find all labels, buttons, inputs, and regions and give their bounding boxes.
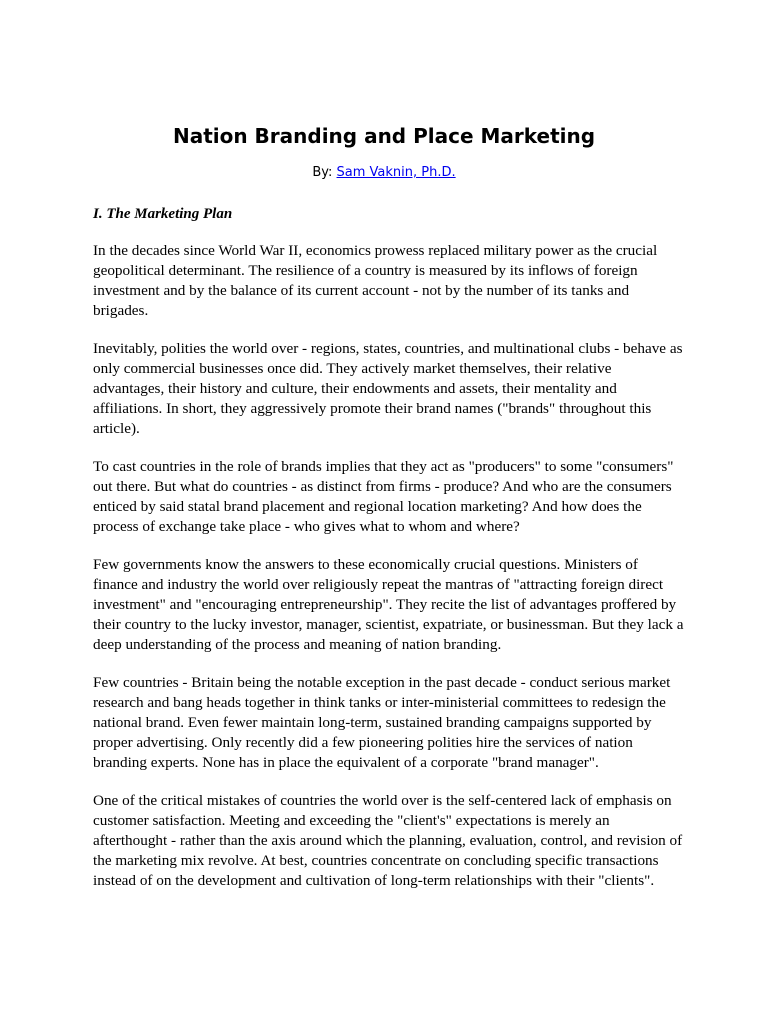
- body-text: [93, 241, 685, 909]
- paragraph: Few countries - Britain being the notable exception in the past decade - conduct serious market research and bang heads together in think tanks or inter-ministerial committees to redesign the national brand. Even fewer maintain long-term, sustained branding campaigns supported by proper advertising. Only recently did a few pioneering polities hire the services of nation branding experts. None has in place the equivalent of a corporate "brand manager".: [93, 674, 671, 771]
- byline: [0, 164, 768, 182]
- paragraph: One of the critical mistakes of countries the world over is the self-centered lack of emphasis on customer satisfaction. Meeting and exceeding the "client's" expectations is merely an afterthought - rather than the axis around which the planning, evaluation, control, and revision of the marketing mix revolve. At best, countries concentrate on concluding specific transactions instead of on the development and cultivation of long-term relationships with their "clients".: [93, 792, 683, 889]
- author-link[interactable]: Sam Vaknin, Ph.D.: [336, 165, 456, 180]
- byline-prefix: By:: [312, 165, 337, 180]
- document-title: Nation Branding and Place Marketing: [172, 124, 596, 148]
- section-heading: I. The Marketing Plan: [93, 206, 233, 222]
- paragraph: Inevitably, polities the world over - regions, states, countries, and multinational clubs - behave as only commercial businesses once did. They actively market themselves, their relative advantages, their history and culture, their endowments and assets, their mentality and affiliations. In short, they aggressively promote their brand names ("brands" throughout this article).: [93, 340, 683, 437]
- paragraph: Few governments know the answers to these economically crucial questions. Ministers of finance and industry the world over religiously repeat the mantras of "attracting foreign direct investment" and "encouraging entrepreneurship". They recite the list of advantages proffered by their country to the lucky investor, manager, scientist, expatriate, or businessman. But they lack a deep understanding of the process and meaning of nation branding.: [93, 556, 684, 653]
- paragraph: To cast countries in the role of brands implies that they act as "producers" to some "consumers" out there. But what do countries - as distinct from firms - produce? And who are the consumers enticed by said statal brand placement and regional location marketing? And how does the process of exchange take place - who gives what to whom and where?: [93, 458, 674, 535]
- paragraph: In the decades since World War II, economics prowess replaced military power as the crucial geopolitical determinant. The resilience of a country is measured by its inflows of foreign investment and by the balance of its current account - not by the number of its tanks and brigades.: [93, 242, 658, 319]
